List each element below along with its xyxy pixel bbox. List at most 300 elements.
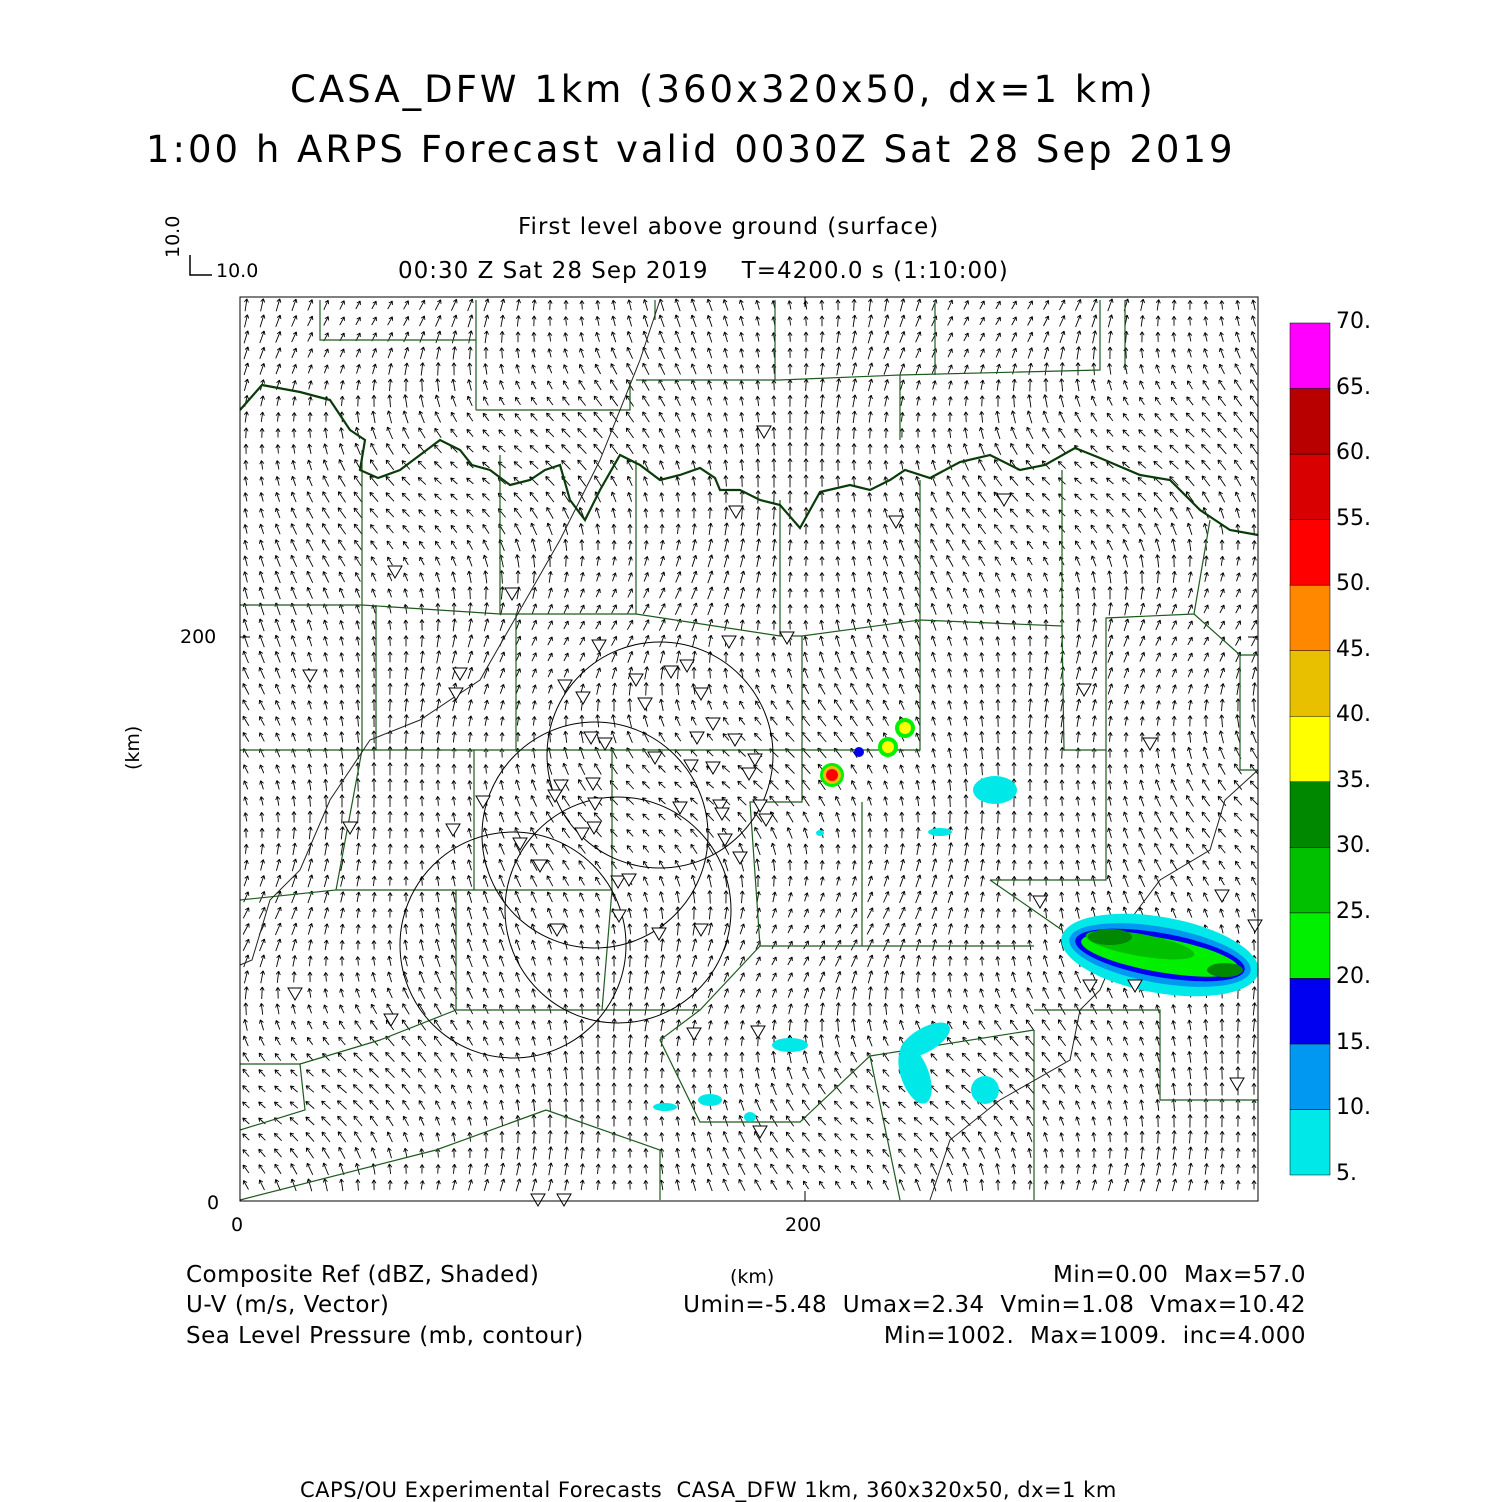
wind-vector [324, 412, 328, 422]
wind-vector [820, 443, 824, 456]
wind-vector [852, 492, 856, 501]
wind-vector [276, 1004, 280, 1014]
wind-vector [851, 1165, 857, 1172]
wind-vector [1236, 300, 1240, 309]
wind-vector [532, 1005, 536, 1014]
wind-vector [1252, 908, 1256, 917]
wind-vector [356, 700, 360, 710]
wind-vector [884, 844, 888, 854]
wind-vector [675, 860, 680, 870]
wind-vector [388, 379, 392, 391]
wind-vector [452, 1148, 456, 1157]
wind-vector [739, 1115, 745, 1126]
wind-vector [484, 765, 488, 774]
field1-stats: Min=0.00 Max=57.0 [1053, 1262, 1306, 1288]
wind-vector [388, 940, 392, 949]
colorbar-label: 5. [1336, 1161, 1357, 1186]
wind-vector [306, 1132, 314, 1141]
wind-vector [564, 1020, 568, 1030]
wind-vector [851, 1150, 857, 1157]
wind-vector [757, 555, 761, 567]
wind-vector [259, 733, 264, 742]
wind-vector [308, 1021, 312, 1029]
wind-vector [772, 572, 776, 582]
wind-vector [500, 668, 505, 678]
wind-vector [596, 668, 601, 678]
wind-vector [1058, 461, 1065, 468]
wind-vector [946, 1085, 954, 1092]
wind-vector [627, 748, 633, 758]
wind-vector [1058, 1052, 1065, 1061]
wind-vector [1092, 860, 1096, 870]
wind-vector [276, 828, 280, 839]
wind-vector [852, 347, 856, 360]
wind-vector [307, 636, 311, 646]
wind-vector [436, 747, 440, 758]
wind-vector [244, 876, 248, 886]
wind-vector [996, 908, 1000, 917]
wind-vector [387, 411, 391, 423]
wind-vector [659, 604, 665, 615]
wind-vector [564, 925, 568, 934]
wind-vector [1123, 844, 1128, 855]
colorbar-label: 20. [1336, 964, 1371, 990]
wind-vector [788, 621, 792, 630]
wind-vector [243, 1150, 249, 1157]
wind-vector [372, 925, 376, 934]
wind-vector [819, 684, 825, 695]
wind-vector [340, 604, 344, 614]
wind-vector [1188, 1147, 1192, 1159]
wind-vector [803, 828, 807, 838]
colorbar-swatch [1290, 847, 1330, 913]
wind-vector [996, 589, 1000, 598]
wind-vector [356, 605, 360, 614]
wind-vector [1107, 540, 1113, 550]
wind-vector [419, 987, 425, 998]
wind-vector [675, 331, 680, 343]
wind-vector [740, 571, 745, 583]
wind-vector [723, 1147, 729, 1158]
wind-vector [723, 750, 730, 757]
wind-vector [1060, 796, 1064, 806]
wind-vector [820, 475, 824, 487]
wind-vector [692, 587, 698, 599]
wind-vector [740, 875, 744, 888]
wind-vector [1252, 699, 1256, 712]
wind-vector [563, 876, 569, 885]
wind-vector [564, 1099, 568, 1112]
wind-vector [932, 413, 936, 422]
wind-vector [868, 460, 872, 469]
wind-vector [627, 814, 634, 821]
wind-vector [1235, 460, 1242, 470]
wind-vector [1060, 379, 1064, 392]
wind-vector [500, 364, 504, 374]
wind-vector [435, 395, 440, 407]
wind-vector [548, 604, 553, 613]
wind-vector [1108, 635, 1113, 647]
wind-vector [500, 733, 504, 742]
wind-vector [483, 509, 490, 517]
wind-vector [867, 667, 873, 679]
wind-vector [980, 892, 984, 902]
wind-vector [580, 621, 585, 629]
wind-vector [259, 635, 264, 647]
wind-vector [884, 1020, 888, 1031]
wind-vector [883, 571, 888, 582]
station-marker [997, 494, 1011, 506]
wind-vector [580, 540, 584, 551]
wind-vector [772, 380, 776, 390]
wind-vector [675, 315, 680, 327]
wind-vector [660, 1052, 664, 1063]
wind-vector [1252, 652, 1257, 663]
wind-vector [1124, 619, 1129, 631]
wind-vector [612, 1003, 616, 1016]
wind-vector [1012, 956, 1016, 966]
wind-vector [1092, 1148, 1096, 1158]
wind-vector [260, 781, 264, 790]
wind-vector [244, 1019, 248, 1030]
wind-vector [1026, 1068, 1035, 1077]
wind-vector [338, 1053, 346, 1061]
wind-vector [419, 428, 425, 438]
wind-vector [500, 1021, 504, 1030]
wind-vector [980, 668, 984, 677]
wind-vector [741, 907, 745, 918]
wind-vector [740, 652, 744, 661]
wind-vector [628, 300, 632, 310]
wind-vector [483, 891, 488, 903]
wind-vector [756, 412, 760, 422]
wind-vector [1250, 428, 1257, 438]
wind-vector [659, 716, 664, 727]
wind-vector [1189, 684, 1193, 693]
wind-vector [692, 445, 696, 454]
wind-vector [500, 348, 504, 359]
wind-vector [386, 1068, 395, 1077]
wind-vector [836, 893, 840, 902]
wind-vector [660, 635, 666, 647]
wind-vector [1012, 860, 1016, 870]
wind-vector [484, 1037, 489, 1045]
wind-vector [388, 683, 392, 695]
wind-vector [467, 939, 472, 951]
wind-vector [1060, 1117, 1064, 1126]
wind-vector [580, 925, 584, 934]
wind-vector [308, 349, 313, 358]
wind-vector [420, 908, 424, 918]
wind-vector [596, 1099, 600, 1111]
wind-vector [900, 1004, 904, 1015]
wind-vector [980, 763, 984, 775]
wind-vector [260, 428, 264, 438]
wind-vector [995, 1148, 1000, 1159]
wind-vector [836, 812, 840, 821]
wind-vector [484, 331, 488, 343]
wind-vector [612, 1019, 616, 1032]
wind-vector [612, 940, 616, 950]
wind-vector [1124, 1069, 1128, 1077]
wind-vector [1043, 1100, 1049, 1109]
wind-vector [900, 796, 904, 805]
wind-vector [547, 523, 552, 535]
wind-vector [978, 1069, 987, 1077]
wind-vector [1043, 510, 1050, 517]
wind-vector [915, 652, 920, 663]
wind-vector [868, 556, 872, 566]
wind-vector [770, 796, 778, 806]
wind-vector [1027, 525, 1033, 532]
wind-vector [964, 301, 969, 310]
wind-vector [516, 620, 521, 631]
wind-vector [1043, 526, 1049, 533]
wind-vector [932, 988, 936, 998]
wind-vector [772, 411, 776, 422]
wind-vector [291, 1070, 298, 1076]
wind-vector [580, 941, 584, 950]
wind-vector [708, 907, 712, 920]
wind-vector [643, 396, 650, 407]
wind-vector [1252, 1051, 1256, 1064]
wind-vector [324, 428, 328, 438]
wind-vector [932, 316, 937, 326]
wind-vector [964, 795, 968, 808]
wind-vector [244, 892, 249, 902]
wind-vector [1188, 669, 1192, 677]
wind-vector [1075, 525, 1081, 532]
wind-vector [1251, 620, 1256, 629]
wind-vector [676, 492, 680, 501]
wind-vector [643, 604, 649, 614]
wind-vector [499, 812, 504, 822]
colorbar-swatch [1290, 782, 1330, 848]
wind-vector [804, 363, 808, 374]
wind-vector [308, 685, 312, 694]
wind-vector [853, 379, 857, 392]
wind-vector [964, 653, 968, 662]
wind-vector [819, 668, 824, 679]
wind-vector [418, 1036, 426, 1046]
wind-vector [661, 955, 665, 968]
wind-vector [276, 492, 280, 501]
wind-vector [1172, 571, 1176, 583]
wind-vector [451, 923, 455, 935]
wind-vector [452, 876, 456, 886]
wind-vector [820, 620, 824, 630]
y-tick-0: 0 [207, 1192, 220, 1214]
wind-vector [1251, 731, 1256, 743]
wind-vector [900, 971, 904, 983]
wind-vector [1252, 1019, 1256, 1032]
wind-vector [386, 460, 394, 470]
wind-vector [484, 315, 488, 327]
wind-vector [853, 987, 857, 1000]
wind-vector [532, 571, 536, 583]
wind-vector [355, 556, 361, 565]
wind-vector [675, 299, 680, 311]
wind-vector [980, 876, 984, 887]
wind-vector [900, 364, 905, 375]
wind-vector [1220, 589, 1224, 597]
wind-vector [420, 1165, 424, 1174]
wind-vector [1188, 605, 1193, 614]
wind-vector [436, 557, 441, 566]
wind-vector [1124, 587, 1128, 600]
wind-vector [531, 413, 537, 420]
wind-vector [660, 1019, 664, 1031]
wind-vector [547, 892, 552, 902]
wind-vector [1204, 556, 1208, 566]
wind-vector [531, 539, 536, 552]
wind-vector [371, 1004, 377, 1014]
wind-vector [1172, 1036, 1176, 1046]
wind-vector [356, 380, 360, 390]
wind-vector [964, 349, 968, 357]
wind-vector [788, 668, 792, 677]
wind-vector [1010, 1052, 1019, 1061]
wind-vector [1236, 877, 1240, 885]
wind-vector [404, 877, 408, 886]
wind-vector [1235, 476, 1241, 486]
wind-vector [754, 781, 763, 789]
wind-vector [610, 781, 618, 790]
wind-vector [1251, 814, 1258, 821]
wind-vector [725, 619, 729, 630]
wind-vector [484, 299, 489, 311]
wind-vector [724, 491, 728, 503]
wind-vector [900, 477, 904, 486]
wind-vector [1075, 556, 1080, 565]
wind-vector [739, 1179, 745, 1190]
wind-vector [628, 651, 633, 662]
wind-vector [804, 459, 808, 472]
wind-vector [420, 635, 424, 647]
wind-vector [292, 460, 296, 469]
wind-vector [1076, 315, 1081, 327]
wind-vector [612, 1035, 616, 1048]
station-marker [722, 636, 736, 648]
wind-vector [692, 1052, 696, 1061]
wind-vector [563, 507, 569, 518]
wind-vector [660, 939, 664, 952]
wind-vector [308, 827, 312, 839]
wind-vector [1059, 955, 1064, 967]
wind-vector [788, 301, 792, 310]
wind-vector [804, 860, 808, 870]
wind-vector [1123, 828, 1128, 839]
wind-vector [356, 747, 360, 759]
wind-vector [755, 1099, 761, 1110]
wind-vector [564, 973, 568, 982]
wind-vector [548, 1005, 552, 1014]
wind-vector [756, 459, 760, 471]
wind-vector [724, 989, 728, 998]
wind-vector [979, 443, 984, 454]
wind-vector [707, 1148, 712, 1159]
wind-vector [340, 924, 344, 934]
wind-vector [244, 540, 248, 550]
wind-vector [1012, 828, 1016, 839]
wind-vector [564, 957, 568, 966]
wind-vector [978, 1132, 985, 1143]
wind-vector [356, 989, 360, 998]
wind-vector [644, 1149, 648, 1158]
wind-vector [660, 461, 664, 470]
wind-vector [869, 395, 873, 407]
wind-vector [275, 684, 280, 694]
wind-vector [484, 651, 489, 662]
wind-vector [580, 1099, 584, 1112]
wind-vector [388, 747, 392, 760]
wind-vector [291, 1179, 296, 1191]
wind-vector [323, 476, 329, 487]
wind-vector [1139, 812, 1144, 823]
wind-vector [851, 651, 856, 663]
wind-vector [612, 1067, 616, 1080]
wind-vector [579, 731, 583, 743]
wind-vector [532, 653, 536, 661]
wind-vector [884, 540, 888, 550]
wind-vector [243, 1036, 248, 1046]
wind-vector [548, 333, 552, 342]
wind-vector [916, 332, 921, 343]
wind-vector [1172, 349, 1176, 358]
wind-vector [1125, 1163, 1129, 1175]
wind-vector [1093, 700, 1097, 711]
wind-vector [740, 1021, 744, 1030]
wind-vector [530, 445, 538, 452]
wind-vector [578, 796, 586, 806]
wind-vector [1075, 907, 1079, 918]
wind-vector [1122, 478, 1129, 484]
wind-vector [372, 892, 376, 901]
wind-vector [628, 605, 633, 614]
colorbar-swatch [1290, 1109, 1330, 1175]
wind-vector [260, 412, 264, 422]
wind-vector [916, 875, 921, 887]
wind-vector [596, 1164, 600, 1174]
wind-vector [611, 492, 616, 502]
wind-vector [819, 1165, 825, 1172]
wind-vector [756, 989, 760, 997]
wind-vector [484, 587, 488, 600]
wind-vector [467, 1037, 472, 1046]
wind-vector [883, 587, 888, 599]
wind-vector [724, 652, 728, 662]
wind-vector [1156, 716, 1160, 725]
wind-vector [403, 988, 409, 999]
wind-vector [852, 525, 856, 534]
wind-vector [467, 556, 472, 567]
wind-vector [1044, 877, 1048, 886]
wind-vector [276, 364, 281, 374]
wind-vector [260, 797, 264, 806]
wind-vector [659, 782, 666, 788]
wind-vector [420, 620, 424, 631]
wind-vector [548, 700, 552, 709]
wind-vector [612, 1051, 616, 1064]
station-marker [728, 734, 742, 746]
wind-vector [276, 476, 280, 485]
wind-vector [532, 1084, 536, 1095]
wind-vector [260, 363, 265, 374]
wind-vector [1028, 747, 1032, 760]
wind-vector [1012, 333, 1017, 342]
wind-vector [1188, 1051, 1192, 1062]
wind-vector [1011, 443, 1018, 454]
